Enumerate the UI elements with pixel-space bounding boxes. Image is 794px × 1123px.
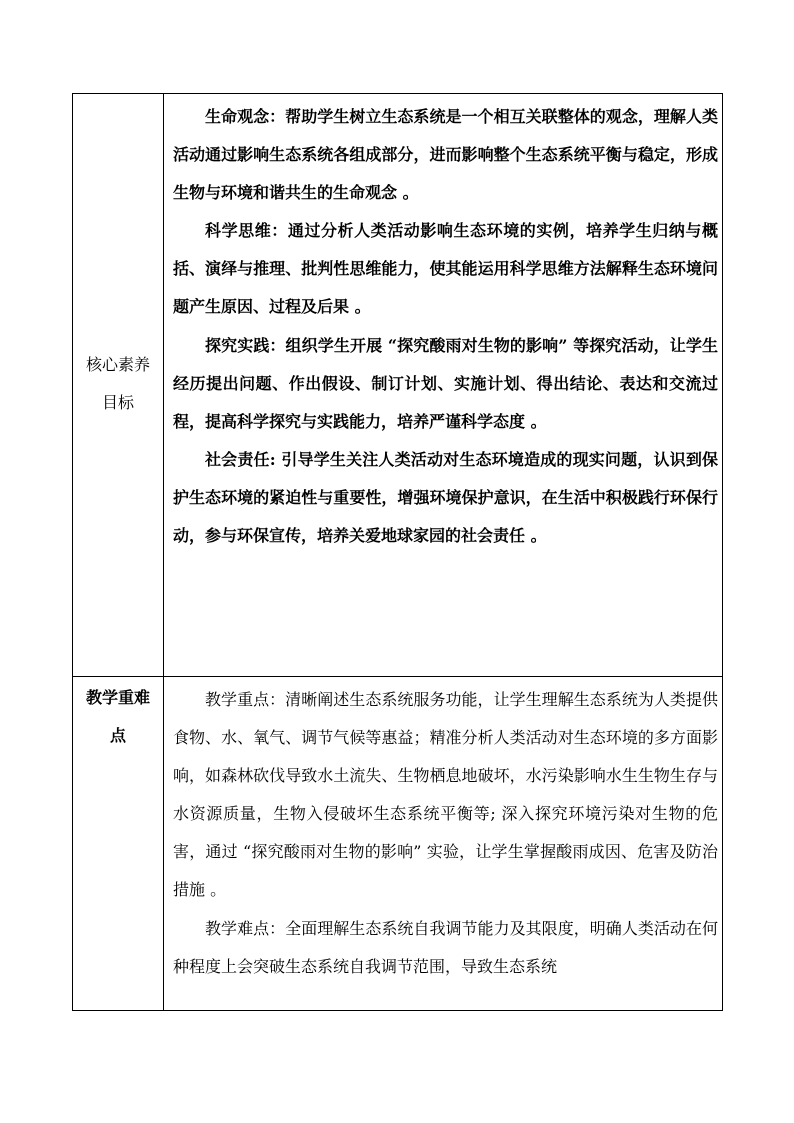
paragraph-teaching-difficulty: 教学难点：全面理解生态系统自我调节能力及其限度，明确人类活动在何种程度上会突破生态系统自我调节范围，导致生态系统 bbox=[173, 918, 718, 976]
row-label-line: 教学重难 bbox=[85, 688, 150, 707]
core-literacy-content bbox=[173, 98, 718, 555]
objectives-table bbox=[72, 93, 723, 1011]
column-divider bbox=[163, 94, 164, 1010]
paragraph-teaching-focus: 教学重点：清晰阐述生态系统服务功能，让学生理解生态系统为人类提供食物、水、氧气、调节气候等惠益；精准分析人类活动对生态环境的多方面影响，如森林砍伐导致水土流失、生物栖息地破坏，水污染影响水生生物生存与水资源质量，生物入侵破坏生态系统平衡等; 深入探究环境污染对生物的危害，通过 “探究酸雨对生物的影响” 实验，让学生掌握酸雨成因、危害及防治措施 。 bbox=[173, 690, 718, 900]
row-label-line: 点 bbox=[109, 726, 126, 745]
row-label-line: 目标 bbox=[101, 393, 134, 412]
paragraph-scientific-thinking: 科学思维：通过分析人类活动影响生态环境的实例，培养学生归纳与概括、演绎与推理、批判性思维能力，使其能运用科学思维方法解释生态环境问题产生原因、过程及后果 。 bbox=[173, 221, 718, 317]
row-divider bbox=[73, 676, 722, 677]
key-difficult-points-content bbox=[173, 681, 718, 986]
row-label-key-difficult-points bbox=[73, 679, 163, 755]
row-label-core-literacy bbox=[73, 346, 163, 422]
paragraph-social-responsibility: 社会责任: 引导学生关注人类活动对生态环境造成的现实问题，认识到保护生态环境的紧迫性与重要性，增强环境保护意识，在生活中积极践行环保行动，参与环保宣传，培养关爱地球家园的社会责任 。 bbox=[173, 449, 718, 546]
row-label-line: 核心素养 bbox=[85, 355, 150, 374]
paragraph-inquiry-practice: 探究实践：组织学生开展 “探究酸雨对生物的影响” 等探究活动，让学生经历提出问题、作出假设、制订计划、实施计划、得出结论、表达和交流过程，提高科学探究与实践能力，培养严谨科学态度 。 bbox=[173, 335, 718, 431]
paragraph-life-concept: 生命观念：帮助学生树立生态系统是一个相互关联整体的观念，理解人类活动通过影响生态系统各组成部分，进而影响整个生态系统平衡与稳定，形成生物与环境和谐共生的生命观念 。 bbox=[173, 107, 718, 203]
